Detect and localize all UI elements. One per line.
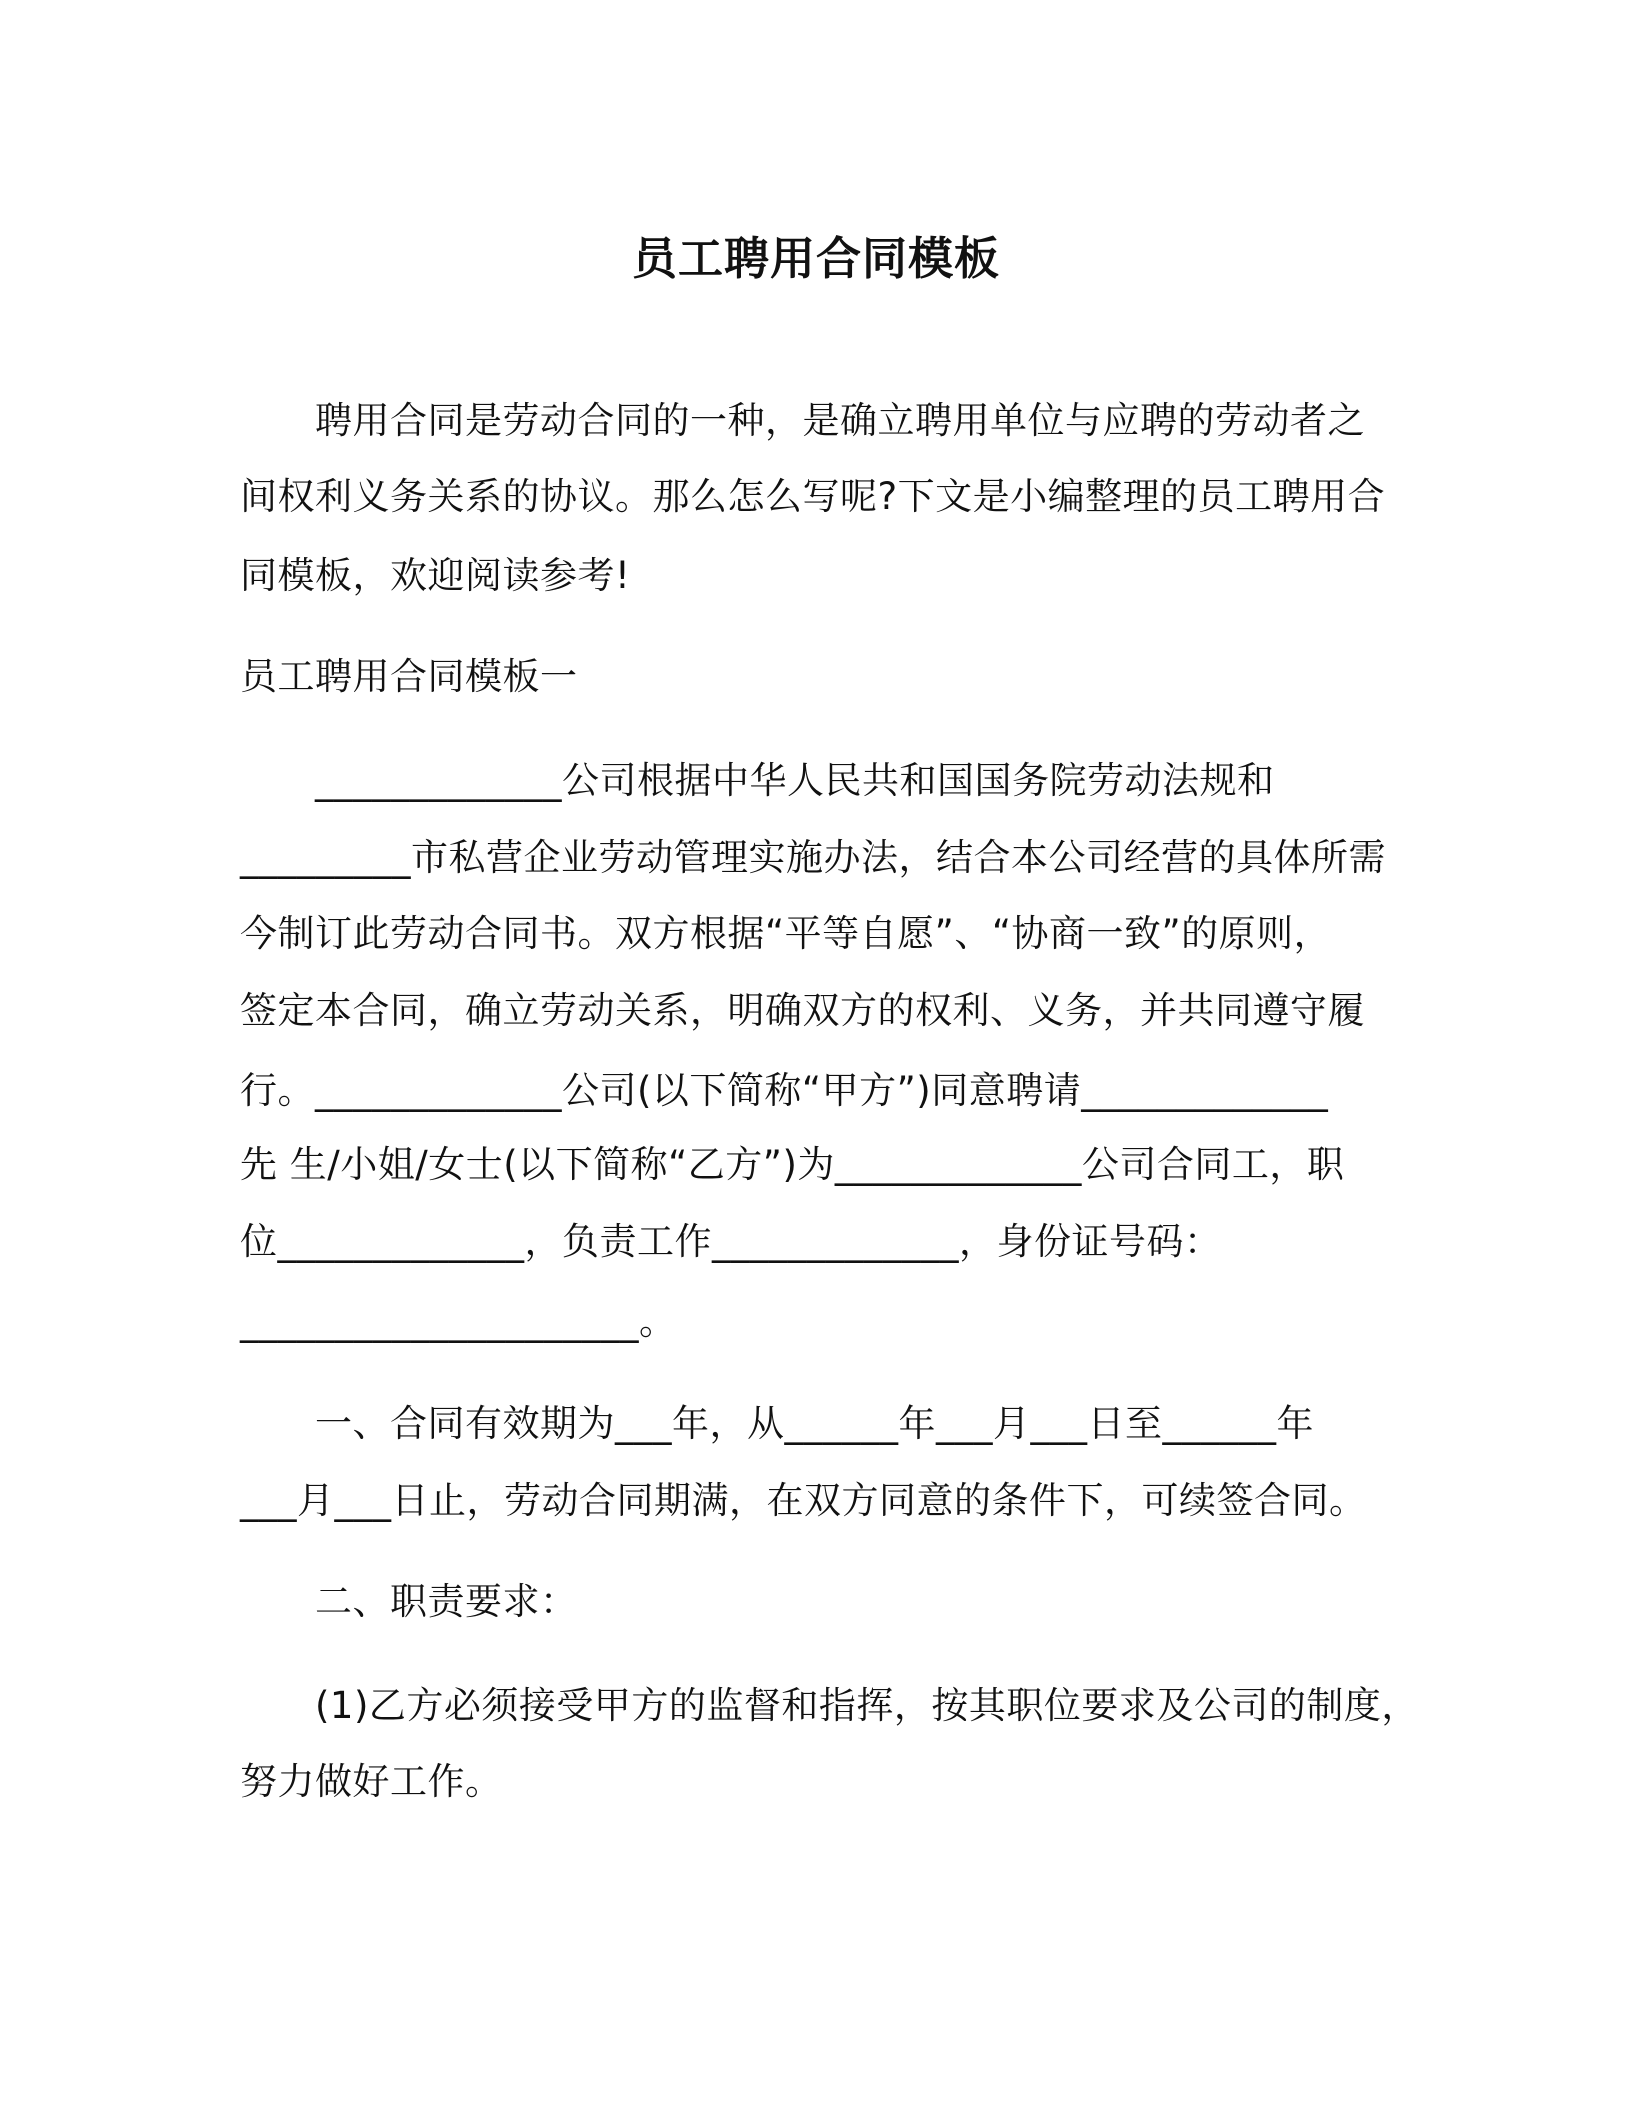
intro-line-1: 聘用合同是劳动合同的一种，是确立聘用单位与应聘的劳动者之 bbox=[315, 399, 1365, 442]
preamble-line-2: _________市私营企业劳动管理实施办法，结合本公司经营的具体所需 bbox=[240, 836, 1386, 879]
preamble-line-7: 位_____________，负责工作_____________，身份证号码： bbox=[240, 1220, 1222, 1263]
preamble-line-1: _____________公司根据中华人民共和国国务院劳动法规和 bbox=[315, 759, 1275, 802]
preamble-line-4: 签定本合同，确立劳动关系，明确双方的权利、义务，并共同遵守履 bbox=[240, 989, 1365, 1032]
preamble-line-3: 今制订此劳动合同书。双方根据“平等自愿”、“协商一致”的原则， bbox=[240, 912, 1332, 955]
clause1-line-2: ___月___日止，劳动合同期满，在双方同意的条件下，可续签合同。 bbox=[240, 1479, 1367, 1522]
section-heading: 员工聘用合同模板一 bbox=[240, 655, 578, 698]
preamble-line-8: _____________________。 bbox=[240, 1300, 677, 1343]
clause2-heading: 二、职责要求： bbox=[315, 1580, 578, 1623]
document-title: 员工聘用合同模板 bbox=[631, 232, 1000, 285]
intro-line-3: 同模板，欢迎阅读参考! bbox=[240, 554, 631, 597]
clause1-line-1: 一、合同有效期为___年，从______年___月___日至______年 bbox=[315, 1402, 1314, 1445]
intro-line-2: 间权利义务关系的协议。那么怎么写呢?下文是小编整理的员工聘用合 bbox=[240, 475, 1386, 518]
clause2-item1-line-2: 努力做好工作。 bbox=[240, 1760, 503, 1803]
clause2-item1-line-1: (1)乙方必须接受甲方的监督和指挥，按其职位要求及公司的制度， bbox=[315, 1684, 1419, 1727]
preamble-line-5: 行。_____________公司(以下简称“甲方”)同意聘请_____________ bbox=[240, 1069, 1329, 1112]
preamble-line-6: 先 生/小姐/女士(以下简称“乙方”)为_____________公司合同工，职 bbox=[240, 1143, 1345, 1186]
